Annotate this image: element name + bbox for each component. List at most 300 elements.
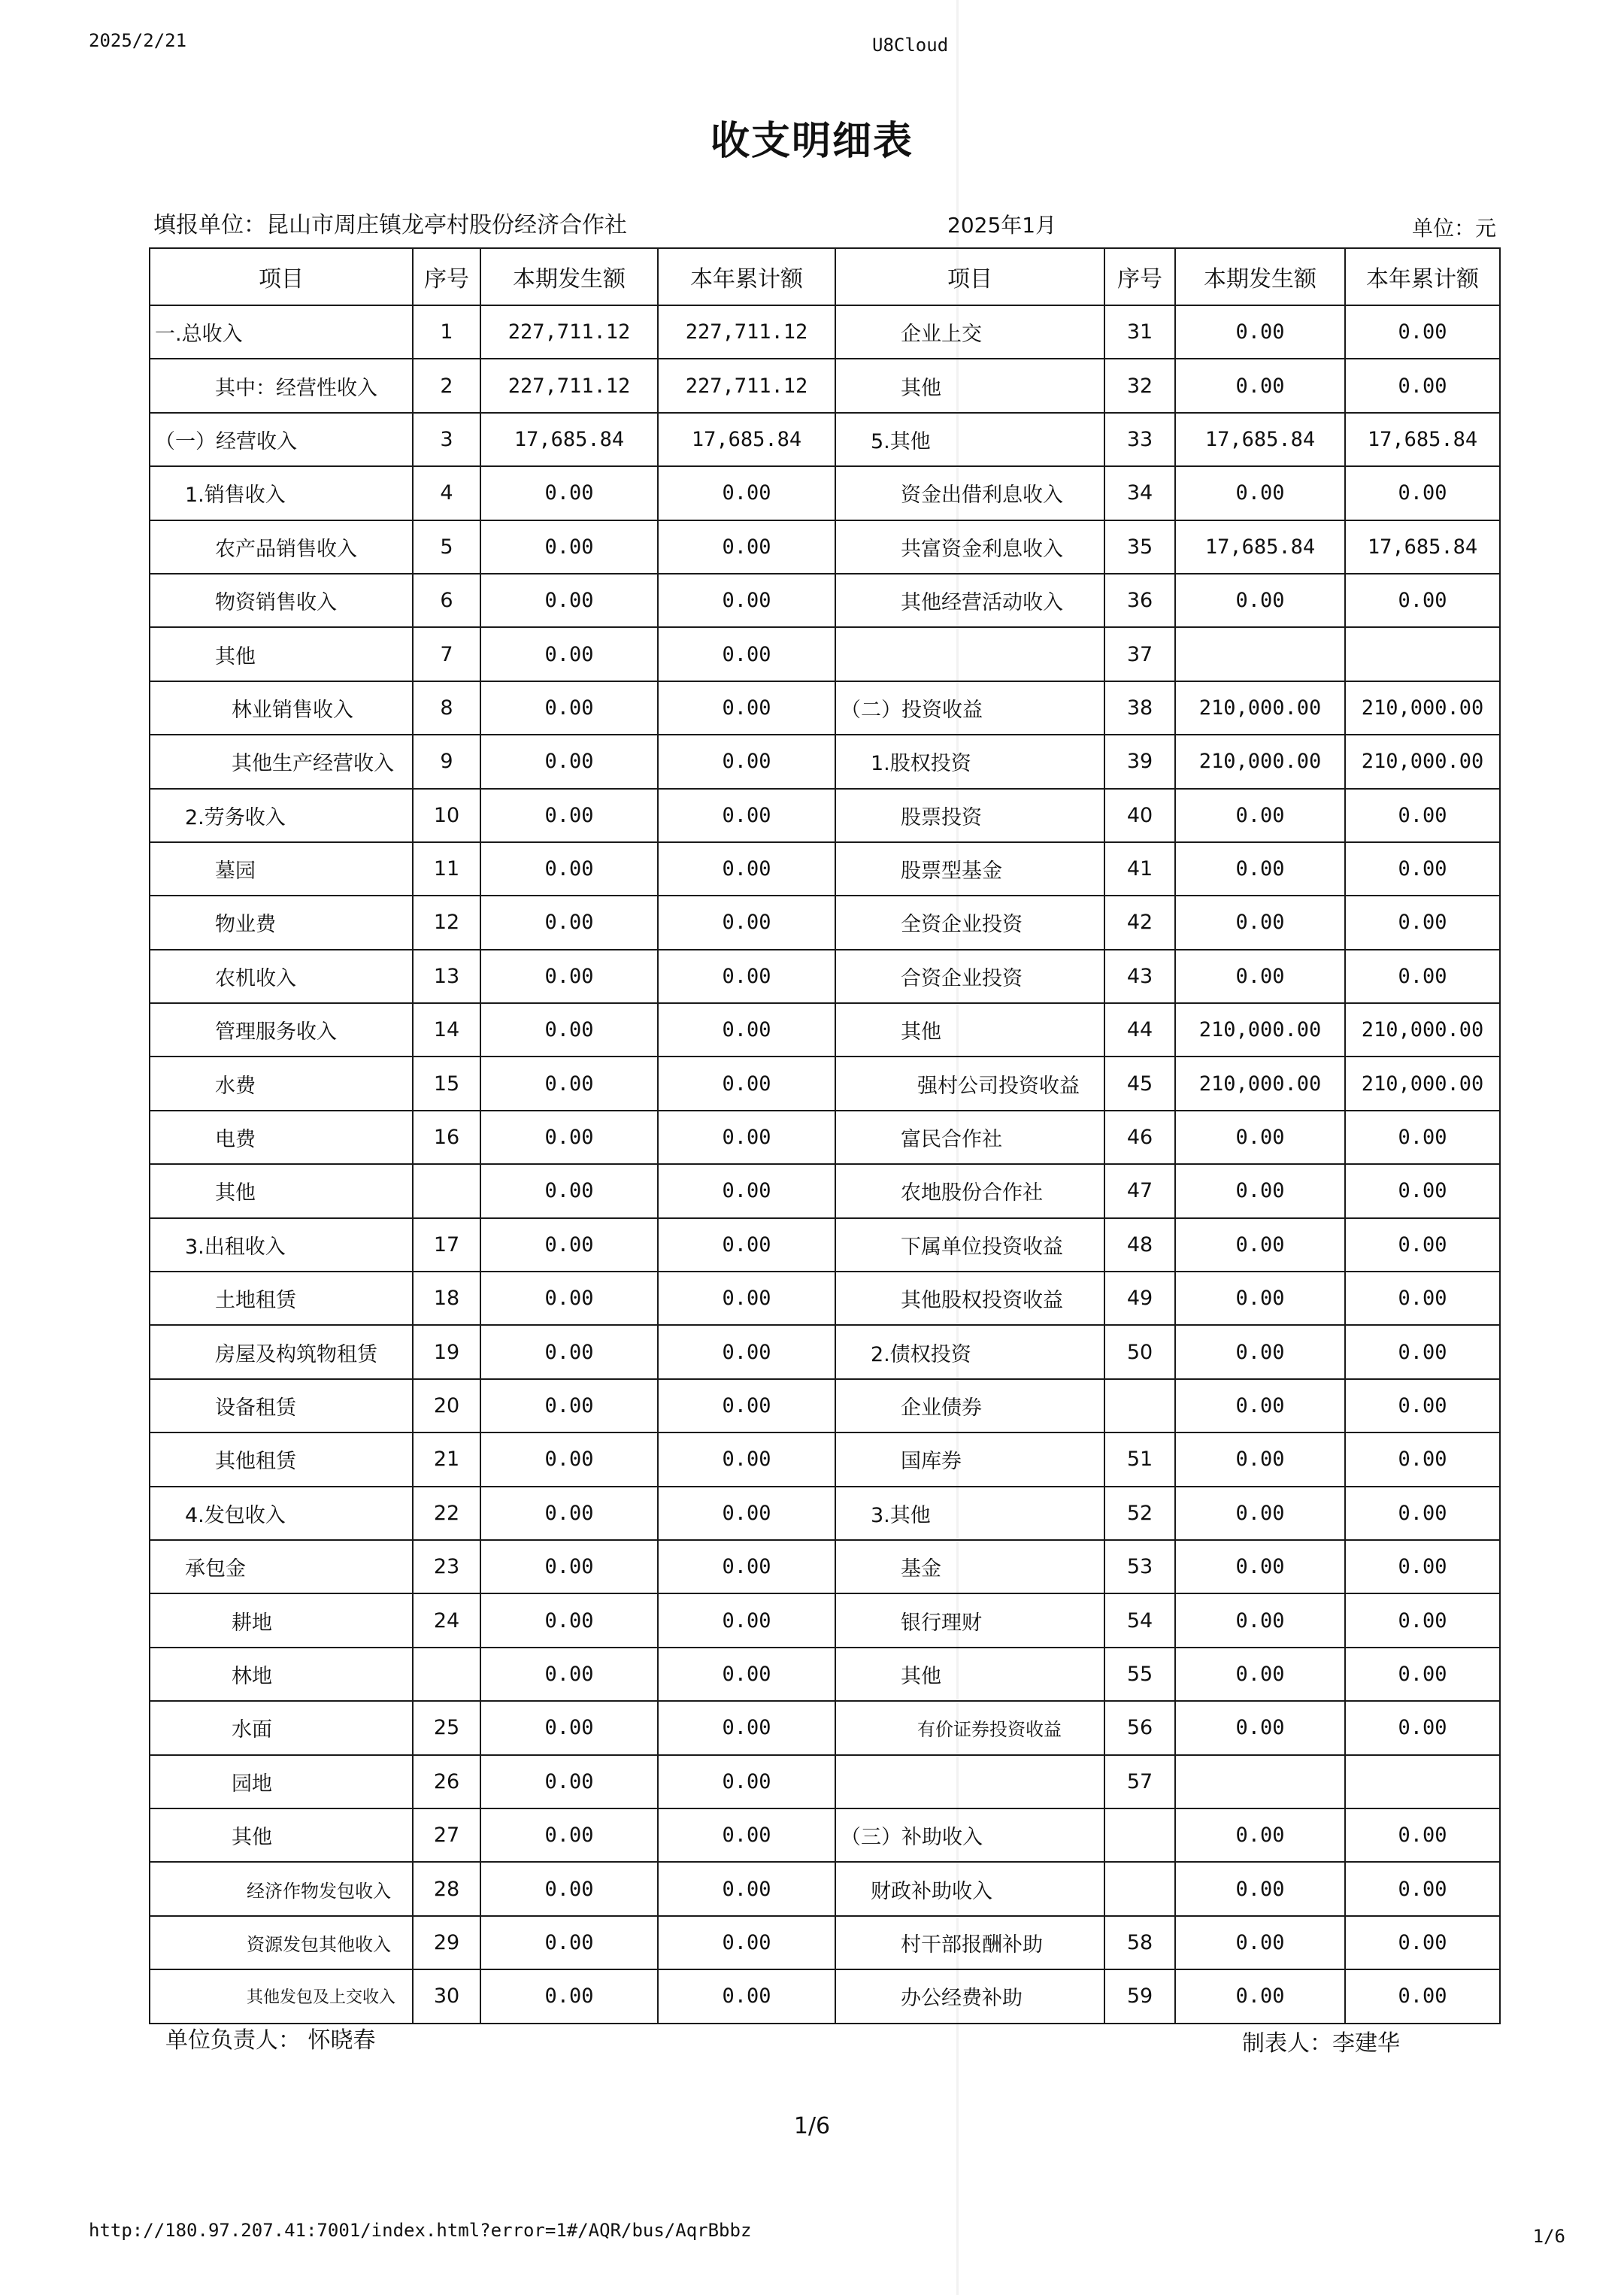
right-ytd-amount-cell: 0.00 bbox=[1345, 1325, 1500, 1378]
left-item-cell: 管理服务收入 bbox=[150, 1003, 413, 1057]
right-current-amount-cell: 0.00 bbox=[1175, 1808, 1345, 1862]
right-current-amount-cell: 0.00 bbox=[1175, 359, 1345, 412]
right-current-amount-cell: 0.00 bbox=[1175, 1540, 1345, 1593]
table-row bbox=[150, 1916, 1500, 1969]
left-seq-cell: 11 bbox=[413, 842, 480, 896]
right-ytd-amount-cell: 0.00 bbox=[1345, 305, 1500, 359]
left-item-cell: 其他 bbox=[150, 1808, 413, 1862]
left-ytd-amount-cell: 0.00 bbox=[658, 842, 835, 896]
col-header: 项目 bbox=[835, 248, 1104, 305]
right-ytd-amount-cell: 210,000.00 bbox=[1345, 1003, 1500, 1057]
left-item-cell: 2.劳务收入 bbox=[150, 789, 413, 842]
right-item-cell: 合资企业投资 bbox=[835, 950, 1104, 1003]
left-item-cell: 设备租赁 bbox=[150, 1379, 413, 1432]
right-item-cell: 国库券 bbox=[835, 1432, 1104, 1486]
right-seq-cell: 35 bbox=[1104, 520, 1175, 574]
left-ytd-amount-cell: 17,685.84 bbox=[658, 413, 835, 466]
right-current-amount-cell: 210,000.00 bbox=[1175, 735, 1345, 788]
right-current-amount-cell: 0.00 bbox=[1175, 896, 1345, 949]
income-expense-table bbox=[149, 247, 1501, 2024]
left-item-cell: 其他 bbox=[150, 1164, 413, 1217]
report-title: 收支明细表 bbox=[710, 119, 914, 164]
table-row bbox=[150, 466, 1500, 520]
right-item-cell: 其他 bbox=[835, 359, 1104, 412]
left-ytd-amount-cell: 0.00 bbox=[658, 1272, 835, 1325]
right-seq-cell: 39 bbox=[1104, 735, 1175, 788]
right-seq-cell: 38 bbox=[1104, 681, 1175, 735]
right-current-amount-cell: 0.00 bbox=[1175, 1487, 1345, 1540]
left-ytd-amount-cell: 0.00 bbox=[658, 1755, 835, 1808]
right-item-cell: 农地股份合作社 bbox=[835, 1164, 1104, 1217]
right-item-cell: （二）投资收益 bbox=[835, 681, 1104, 735]
right-item-cell: 银行理财 bbox=[835, 1593, 1104, 1647]
left-current-amount-cell: 0.00 bbox=[480, 1916, 658, 1969]
left-seq-cell: 2 bbox=[413, 359, 480, 412]
col-header: 本年累计额 bbox=[1345, 248, 1500, 305]
right-item-cell bbox=[835, 627, 1104, 681]
table-row bbox=[150, 1003, 1500, 1057]
right-item-cell: 其他股权投资收益 bbox=[835, 1272, 1104, 1325]
right-ytd-amount-cell: 0.00 bbox=[1345, 842, 1500, 896]
right-ytd-amount-cell: 0.00 bbox=[1345, 1432, 1500, 1486]
right-ytd-amount-cell: 0.00 bbox=[1345, 1272, 1500, 1325]
right-seq-cell: 42 bbox=[1104, 896, 1175, 949]
right-seq-cell bbox=[1104, 1379, 1175, 1432]
left-seq-cell: 19 bbox=[413, 1325, 480, 1378]
right-seq-cell: 55 bbox=[1104, 1648, 1175, 1701]
table-row bbox=[150, 1057, 1500, 1110]
right-current-amount-cell: 0.00 bbox=[1175, 1648, 1345, 1701]
left-current-amount-cell: 0.00 bbox=[480, 1701, 658, 1754]
left-current-amount-cell: 227,711.12 bbox=[480, 305, 658, 359]
print-date: 2025/2/21 bbox=[89, 30, 187, 51]
right-item-cell: 资金出借利息收入 bbox=[835, 466, 1104, 520]
table-row bbox=[150, 1164, 1500, 1217]
table-row bbox=[150, 1862, 1500, 1915]
left-seq-cell: 1 bbox=[413, 305, 480, 359]
left-current-amount-cell: 0.00 bbox=[480, 842, 658, 896]
right-item-cell: 有价证券投资收益 bbox=[835, 1701, 1104, 1754]
table-row bbox=[150, 413, 1500, 466]
right-seq-cell: 51 bbox=[1104, 1432, 1175, 1486]
left-item-cell: 农机收入 bbox=[150, 950, 413, 1003]
right-current-amount-cell: 0.00 bbox=[1175, 1111, 1345, 1164]
left-ytd-amount-cell: 227,711.12 bbox=[658, 305, 835, 359]
left-current-amount-cell: 17,685.84 bbox=[480, 413, 658, 466]
page-number: 1/6 bbox=[793, 2113, 831, 2139]
table-row bbox=[150, 1593, 1500, 1647]
right-current-amount-cell: 0.00 bbox=[1175, 1701, 1345, 1754]
right-current-amount-cell: 0.00 bbox=[1175, 1916, 1345, 1969]
table-row bbox=[150, 1111, 1500, 1164]
left-item-cell: 承包金 bbox=[150, 1540, 413, 1593]
left-item-cell: 电费 bbox=[150, 1111, 413, 1164]
left-item-cell: 物资销售收入 bbox=[150, 574, 413, 627]
right-ytd-amount-cell: 0.00 bbox=[1345, 896, 1500, 949]
left-current-amount-cell: 0.00 bbox=[480, 1648, 658, 1701]
left-seq-cell: 25 bbox=[413, 1701, 480, 1754]
left-item-cell: 林业销售收入 bbox=[150, 681, 413, 735]
right-current-amount-cell: 0.00 bbox=[1175, 1164, 1345, 1217]
right-current-amount-cell: 0.00 bbox=[1175, 574, 1345, 627]
left-item-cell: 一.总收入 bbox=[150, 305, 413, 359]
right-current-amount-cell: 0.00 bbox=[1175, 789, 1345, 842]
right-current-amount-cell: 210,000.00 bbox=[1175, 1003, 1345, 1057]
table-row bbox=[150, 681, 1500, 735]
table-row bbox=[150, 1969, 1500, 2023]
left-item-cell: 3.出租收入 bbox=[150, 1218, 413, 1272]
left-seq-cell: 23 bbox=[413, 1540, 480, 1593]
left-ytd-amount-cell: 0.00 bbox=[658, 1111, 835, 1164]
table-row bbox=[150, 1701, 1500, 1754]
right-ytd-amount-cell: 0.00 bbox=[1345, 1862, 1500, 1915]
table-header-row bbox=[150, 248, 1500, 305]
left-ytd-amount-cell: 0.00 bbox=[658, 1057, 835, 1110]
print-url: http://180.97.207.41:7001/index.html?error=1#/AQR/bus/AqrBbbz bbox=[89, 2220, 752, 2241]
left-current-amount-cell: 0.00 bbox=[480, 1325, 658, 1378]
right-current-amount-cell: 0.00 bbox=[1175, 305, 1345, 359]
left-seq-cell: 26 bbox=[413, 1755, 480, 1808]
right-item-cell: 其他经营活动收入 bbox=[835, 574, 1104, 627]
left-item-cell: 墓园 bbox=[150, 842, 413, 896]
left-current-amount-cell: 0.00 bbox=[480, 1540, 658, 1593]
left-seq-cell bbox=[413, 1164, 480, 1217]
left-item-cell: 园地 bbox=[150, 1755, 413, 1808]
left-item-cell: 房屋及构筑物租赁 bbox=[150, 1325, 413, 1378]
left-item-cell: 水费 bbox=[150, 1057, 413, 1110]
right-current-amount-cell bbox=[1175, 627, 1345, 681]
left-current-amount-cell: 0.00 bbox=[480, 896, 658, 949]
left-ytd-amount-cell: 227,711.12 bbox=[658, 359, 835, 412]
left-seq-cell: 28 bbox=[413, 1862, 480, 1915]
left-ytd-amount-cell: 0.00 bbox=[658, 1432, 835, 1486]
currency-unit: 单位：元 bbox=[1411, 216, 1496, 241]
left-ytd-amount-cell: 0.00 bbox=[658, 1540, 835, 1593]
left-current-amount-cell: 0.00 bbox=[480, 789, 658, 842]
left-current-amount-cell: 0.00 bbox=[480, 1487, 658, 1540]
left-item-cell: 1.销售收入 bbox=[150, 466, 413, 520]
table-row bbox=[150, 627, 1500, 681]
right-ytd-amount-cell: 0.00 bbox=[1345, 359, 1500, 412]
left-ytd-amount-cell: 0.00 bbox=[658, 681, 835, 735]
left-item-cell: 土地租赁 bbox=[150, 1272, 413, 1325]
left-current-amount-cell: 0.00 bbox=[480, 1969, 658, 2023]
right-item-cell: 3.其他 bbox=[835, 1487, 1104, 1540]
preparer-signature: 制表人：李建华 bbox=[1242, 2030, 1400, 2057]
left-item-cell: 其他 bbox=[150, 627, 413, 681]
right-current-amount-cell: 0.00 bbox=[1175, 1432, 1345, 1486]
left-seq-cell: 17 bbox=[413, 1218, 480, 1272]
right-current-amount-cell: 210,000.00 bbox=[1175, 681, 1345, 735]
left-ytd-amount-cell: 0.00 bbox=[658, 1648, 835, 1701]
right-ytd-amount-cell: 17,685.84 bbox=[1345, 520, 1500, 574]
right-ytd-amount-cell: 0.00 bbox=[1345, 1218, 1500, 1272]
left-seq-cell bbox=[413, 1648, 480, 1701]
right-item-cell: 下属单位投资收益 bbox=[835, 1218, 1104, 1272]
right-item-cell: 企业债券 bbox=[835, 1379, 1104, 1432]
right-seq-cell: 32 bbox=[1104, 359, 1175, 412]
left-ytd-amount-cell: 0.00 bbox=[658, 789, 835, 842]
right-seq-cell: 47 bbox=[1104, 1164, 1175, 1217]
table-row bbox=[150, 950, 1500, 1003]
left-ytd-amount-cell: 0.00 bbox=[658, 1003, 835, 1057]
left-seq-cell: 8 bbox=[413, 681, 480, 735]
right-seq-cell: 31 bbox=[1104, 305, 1175, 359]
right-current-amount-cell: 0.00 bbox=[1175, 1379, 1345, 1432]
right-seq-cell: 57 bbox=[1104, 1755, 1175, 1808]
left-seq-cell: 15 bbox=[413, 1057, 480, 1110]
left-ytd-amount-cell: 0.00 bbox=[658, 1487, 835, 1540]
right-ytd-amount-cell: 0.00 bbox=[1345, 466, 1500, 520]
right-item-cell: 财政补助收入 bbox=[835, 1862, 1104, 1915]
table-row bbox=[150, 359, 1500, 412]
right-current-amount-cell: 17,685.84 bbox=[1175, 413, 1345, 466]
right-seq-cell: 45 bbox=[1104, 1057, 1175, 1110]
right-current-amount-cell: 0.00 bbox=[1175, 466, 1345, 520]
left-ytd-amount-cell: 0.00 bbox=[658, 627, 835, 681]
col-header: 本期发生额 bbox=[1175, 248, 1345, 305]
right-seq-cell: 40 bbox=[1104, 789, 1175, 842]
right-ytd-amount-cell: 0.00 bbox=[1345, 1111, 1500, 1164]
left-item-cell: 其他生产经营收入 bbox=[150, 735, 413, 788]
table-row bbox=[150, 1432, 1500, 1486]
table-row bbox=[150, 896, 1500, 949]
left-ytd-amount-cell: 0.00 bbox=[658, 896, 835, 949]
left-seq-cell: 22 bbox=[413, 1487, 480, 1540]
left-seq-cell: 10 bbox=[413, 789, 480, 842]
left-seq-cell: 9 bbox=[413, 735, 480, 788]
right-ytd-amount-cell: 0.00 bbox=[1345, 1969, 1500, 2023]
left-seq-cell: 24 bbox=[413, 1593, 480, 1647]
right-ytd-amount-cell: 0.00 bbox=[1345, 1164, 1500, 1217]
table-row bbox=[150, 305, 1500, 359]
right-current-amount-cell: 210,000.00 bbox=[1175, 1057, 1345, 1110]
left-seq-cell: 6 bbox=[413, 574, 480, 627]
table-row bbox=[150, 1487, 1500, 1540]
right-seq-cell: 54 bbox=[1104, 1593, 1175, 1647]
left-item-cell: 林地 bbox=[150, 1648, 413, 1701]
right-seq-cell: 43 bbox=[1104, 950, 1175, 1003]
left-current-amount-cell: 0.00 bbox=[480, 1379, 658, 1432]
right-item-cell: 股票型基金 bbox=[835, 842, 1104, 896]
right-current-amount-cell: 0.00 bbox=[1175, 1593, 1345, 1647]
report-period: 2025年1月 bbox=[947, 213, 1057, 238]
right-item-cell: （三）补助收入 bbox=[835, 1808, 1104, 1862]
left-item-cell: 经济作物发包收入 bbox=[150, 1862, 413, 1915]
col-header: 序号 bbox=[413, 248, 480, 305]
left-current-amount-cell: 0.00 bbox=[480, 1862, 658, 1915]
right-item-cell: 全资企业投资 bbox=[835, 896, 1104, 949]
left-item-cell: 农产品销售收入 bbox=[150, 520, 413, 574]
left-seq-cell: 21 bbox=[413, 1432, 480, 1486]
left-current-amount-cell: 0.00 bbox=[480, 1111, 658, 1164]
right-item-cell bbox=[835, 1755, 1104, 1808]
right-ytd-amount-cell bbox=[1345, 1755, 1500, 1808]
table-row bbox=[150, 1272, 1500, 1325]
right-seq-cell: 34 bbox=[1104, 466, 1175, 520]
right-item-cell: 2.债权投资 bbox=[835, 1325, 1104, 1378]
right-current-amount-cell: 0.00 bbox=[1175, 842, 1345, 896]
right-ytd-amount-cell: 0.00 bbox=[1345, 1701, 1500, 1754]
left-seq-cell: 16 bbox=[413, 1111, 480, 1164]
right-seq-cell bbox=[1104, 1808, 1175, 1862]
right-ytd-amount-cell: 0.00 bbox=[1345, 574, 1500, 627]
right-item-cell: 5.其他 bbox=[835, 413, 1104, 466]
left-current-amount-cell: 0.00 bbox=[480, 1755, 658, 1808]
table-row bbox=[150, 520, 1500, 574]
right-seq-cell: 58 bbox=[1104, 1916, 1175, 1969]
right-item-cell: 其他 bbox=[835, 1648, 1104, 1701]
col-header: 序号 bbox=[1104, 248, 1175, 305]
right-ytd-amount-cell: 0.00 bbox=[1345, 1808, 1500, 1862]
left-seq-cell: 13 bbox=[413, 950, 480, 1003]
right-current-amount-cell: 0.00 bbox=[1175, 1218, 1345, 1272]
right-ytd-amount-cell bbox=[1345, 627, 1500, 681]
left-current-amount-cell: 0.00 bbox=[480, 627, 658, 681]
right-current-amount-cell: 0.00 bbox=[1175, 950, 1345, 1003]
table-row bbox=[150, 1540, 1500, 1593]
right-item-cell: 富民合作社 bbox=[835, 1111, 1104, 1164]
left-current-amount-cell: 0.00 bbox=[480, 1003, 658, 1057]
left-seq-cell: 29 bbox=[413, 1916, 480, 1969]
left-current-amount-cell: 0.00 bbox=[480, 1057, 658, 1110]
table-row bbox=[150, 1218, 1500, 1272]
left-item-cell: 其他租赁 bbox=[150, 1432, 413, 1486]
left-ytd-amount-cell: 0.00 bbox=[658, 1593, 835, 1647]
print-page-title: U8Cloud bbox=[872, 35, 949, 56]
left-ytd-amount-cell: 0.00 bbox=[658, 1916, 835, 1969]
left-ytd-amount-cell: 0.00 bbox=[658, 1325, 835, 1378]
right-current-amount-cell: 17,685.84 bbox=[1175, 520, 1345, 574]
right-seq-cell: 41 bbox=[1104, 842, 1175, 896]
left-item-cell: 耕地 bbox=[150, 1593, 413, 1647]
left-ytd-amount-cell: 0.00 bbox=[658, 1164, 835, 1217]
right-seq-cell: 52 bbox=[1104, 1487, 1175, 1540]
left-seq-cell: 3 bbox=[413, 413, 480, 466]
col-header: 项目 bbox=[150, 248, 413, 305]
right-item-cell: 1.股权投资 bbox=[835, 735, 1104, 788]
left-current-amount-cell: 0.00 bbox=[480, 1432, 658, 1486]
right-seq-cell: 44 bbox=[1104, 1003, 1175, 1057]
left-ytd-amount-cell: 0.00 bbox=[658, 1862, 835, 1915]
left-current-amount-cell: 227,711.12 bbox=[480, 359, 658, 412]
right-ytd-amount-cell: 17,685.84 bbox=[1345, 413, 1500, 466]
right-item-cell: 办公经费补助 bbox=[835, 1969, 1104, 2023]
right-seq-cell: 36 bbox=[1104, 574, 1175, 627]
right-ytd-amount-cell: 0.00 bbox=[1345, 1648, 1500, 1701]
left-current-amount-cell: 0.00 bbox=[480, 1218, 658, 1272]
left-seq-cell: 12 bbox=[413, 896, 480, 949]
table-row bbox=[150, 789, 1500, 842]
left-seq-cell: 18 bbox=[413, 1272, 480, 1325]
table-row bbox=[150, 574, 1500, 627]
left-item-cell: 其他发包及上交收入 bbox=[150, 1969, 413, 2023]
table-row bbox=[150, 1325, 1500, 1378]
left-ytd-amount-cell: 0.00 bbox=[658, 466, 835, 520]
table-row bbox=[150, 1379, 1500, 1432]
right-ytd-amount-cell: 0.00 bbox=[1345, 1540, 1500, 1593]
right-seq-cell: 46 bbox=[1104, 1111, 1175, 1164]
right-current-amount-cell bbox=[1175, 1755, 1345, 1808]
right-ytd-amount-cell: 0.00 bbox=[1345, 1487, 1500, 1540]
right-item-cell: 强村公司投资收益 bbox=[835, 1057, 1104, 1110]
left-current-amount-cell: 0.00 bbox=[480, 1272, 658, 1325]
left-current-amount-cell: 0.00 bbox=[480, 466, 658, 520]
left-current-amount-cell: 0.00 bbox=[480, 1164, 658, 1217]
left-seq-cell: 14 bbox=[413, 1003, 480, 1057]
left-item-cell: （一）经营收入 bbox=[150, 413, 413, 466]
right-seq-cell: 59 bbox=[1104, 1969, 1175, 2023]
left-current-amount-cell: 0.00 bbox=[480, 950, 658, 1003]
table-row bbox=[150, 1755, 1500, 1808]
col-header: 本期发生额 bbox=[480, 248, 658, 305]
right-ytd-amount-cell: 0.00 bbox=[1345, 1593, 1500, 1647]
right-ytd-amount-cell: 210,000.00 bbox=[1345, 735, 1500, 788]
right-seq-cell bbox=[1104, 1862, 1175, 1915]
right-seq-cell: 56 bbox=[1104, 1701, 1175, 1754]
left-current-amount-cell: 0.00 bbox=[480, 735, 658, 788]
right-item-cell: 村干部报酬补助 bbox=[835, 1916, 1104, 1969]
left-item-cell: 资源发包其他收入 bbox=[150, 1916, 413, 1969]
left-seq-cell: 30 bbox=[413, 1969, 480, 2023]
left-seq-cell: 7 bbox=[413, 627, 480, 681]
right-ytd-amount-cell: 210,000.00 bbox=[1345, 1057, 1500, 1110]
right-ytd-amount-cell: 0.00 bbox=[1345, 789, 1500, 842]
table-row bbox=[150, 735, 1500, 788]
left-ytd-amount-cell: 0.00 bbox=[658, 574, 835, 627]
left-ytd-amount-cell: 0.00 bbox=[658, 520, 835, 574]
left-ytd-amount-cell: 0.00 bbox=[658, 1808, 835, 1862]
right-item-cell: 其他 bbox=[835, 1003, 1104, 1057]
right-ytd-amount-cell: 0.00 bbox=[1345, 950, 1500, 1003]
right-seq-cell: 49 bbox=[1104, 1272, 1175, 1325]
right-item-cell: 共富资金利息收入 bbox=[835, 520, 1104, 574]
table-row bbox=[150, 1648, 1500, 1701]
left-item-cell: 4.发包收入 bbox=[150, 1487, 413, 1540]
right-ytd-amount-cell: 210,000.00 bbox=[1345, 681, 1500, 735]
right-seq-cell: 50 bbox=[1104, 1325, 1175, 1378]
right-current-amount-cell: 0.00 bbox=[1175, 1862, 1345, 1915]
right-ytd-amount-cell: 0.00 bbox=[1345, 1916, 1500, 1969]
table-row bbox=[150, 842, 1500, 896]
left-current-amount-cell: 0.00 bbox=[480, 520, 658, 574]
right-current-amount-cell: 0.00 bbox=[1175, 1969, 1345, 2023]
col-header: 本年累计额 bbox=[658, 248, 835, 305]
left-ytd-amount-cell: 0.00 bbox=[658, 1218, 835, 1272]
right-seq-cell: 48 bbox=[1104, 1218, 1175, 1272]
right-ytd-amount-cell: 0.00 bbox=[1345, 1379, 1500, 1432]
left-current-amount-cell: 0.00 bbox=[480, 681, 658, 735]
left-seq-cell: 5 bbox=[413, 520, 480, 574]
left-ytd-amount-cell: 0.00 bbox=[658, 1379, 835, 1432]
left-seq-cell: 4 bbox=[413, 466, 480, 520]
left-item-cell: 水面 bbox=[150, 1701, 413, 1754]
table-row bbox=[150, 1808, 1500, 1862]
left-seq-cell: 27 bbox=[413, 1808, 480, 1862]
left-current-amount-cell: 0.00 bbox=[480, 574, 658, 627]
left-ytd-amount-cell: 0.00 bbox=[658, 735, 835, 788]
left-current-amount-cell: 0.00 bbox=[480, 1593, 658, 1647]
left-current-amount-cell: 0.00 bbox=[480, 1808, 658, 1862]
left-ytd-amount-cell: 0.00 bbox=[658, 950, 835, 1003]
right-current-amount-cell: 0.00 bbox=[1175, 1272, 1345, 1325]
print-page-number: 1/6 bbox=[1532, 2226, 1565, 2247]
unit-head-signature: 单位负责人： 怀晓春 bbox=[165, 2027, 376, 2054]
right-current-amount-cell: 0.00 bbox=[1175, 1325, 1345, 1378]
left-item-cell: 物业费 bbox=[150, 896, 413, 949]
right-item-cell: 基金 bbox=[835, 1540, 1104, 1593]
left-ytd-amount-cell: 0.00 bbox=[658, 1701, 835, 1754]
